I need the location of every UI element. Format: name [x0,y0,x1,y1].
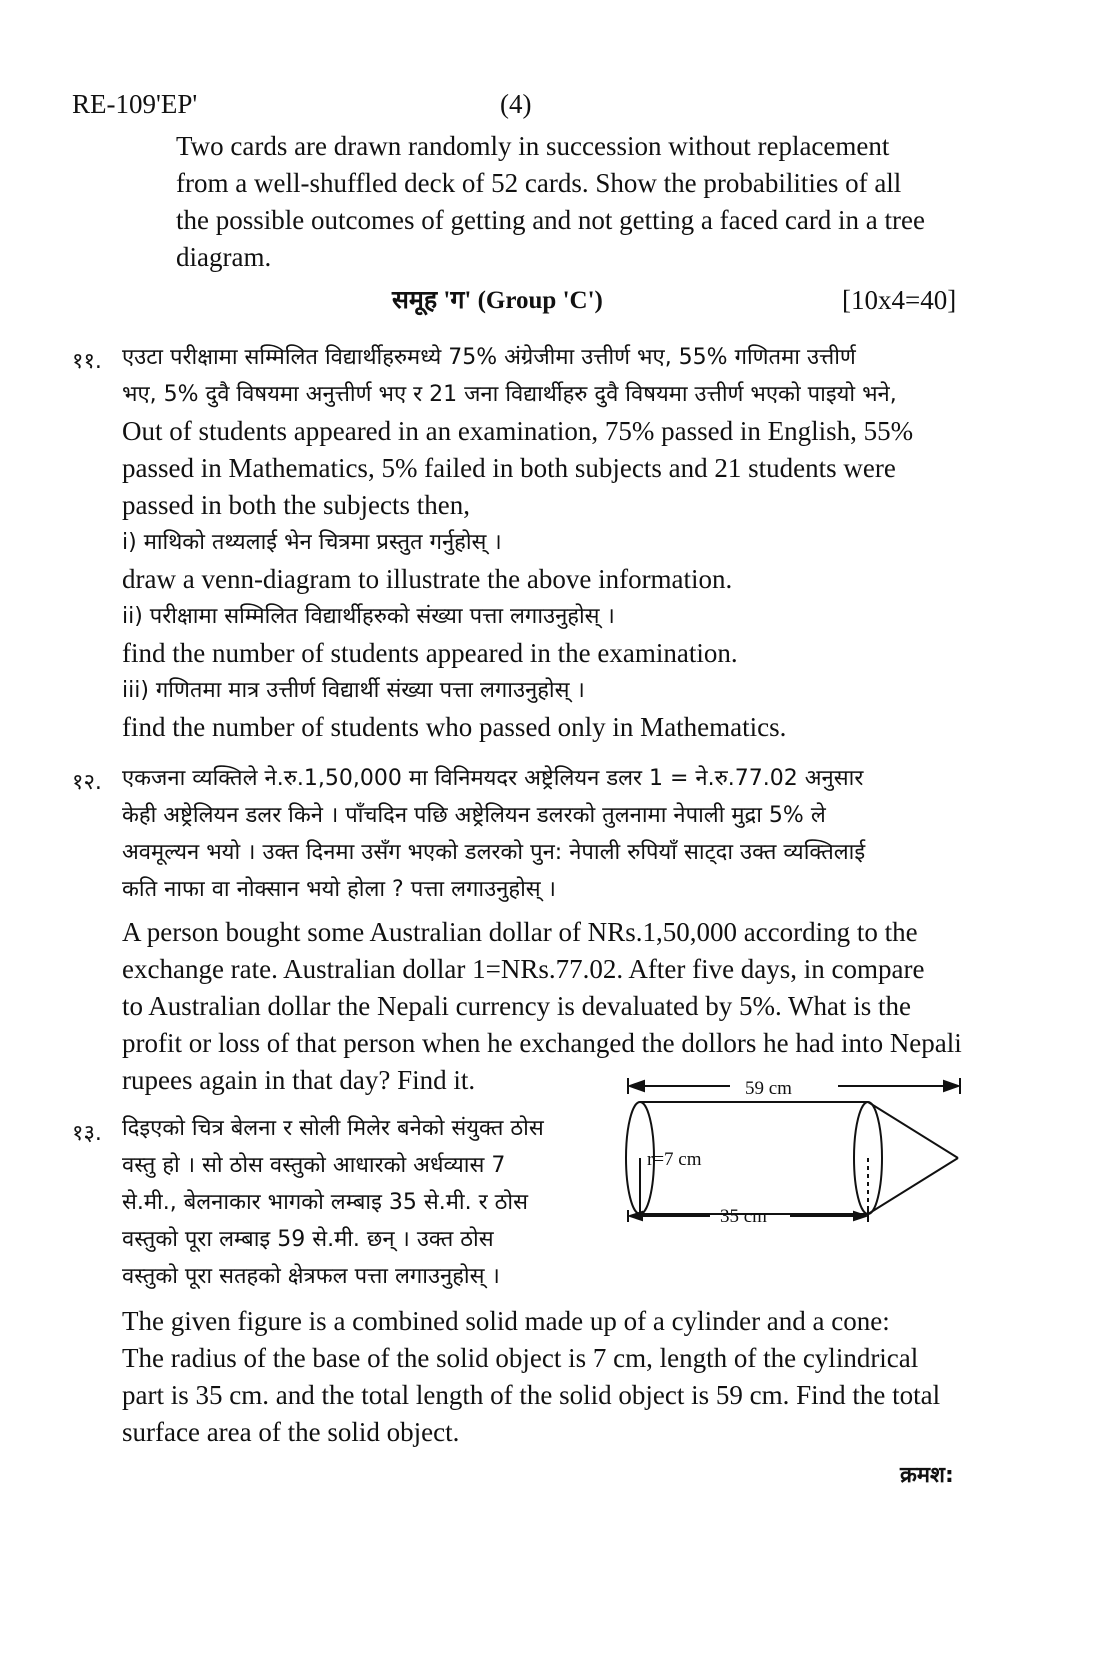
intro-line: Two cards are drawn randomly in succession without replacement [176,131,890,161]
q13-nepali-line: वस्तुको पूरा लम्बाइ 59 से.मी. छन् । उक्त ठोस [122,1227,494,1252]
arrow-head-right [944,1081,958,1091]
intro-question [176,128,925,276]
q12-english-line: to Australian dollar the Nepali currency is devaluated by 5%. What is the [122,991,912,1021]
q13-nepali-line: से.मी., बेलनाकार भागको लम्बाइ 35 से.मी. र ठोस [122,1190,528,1215]
q13-nepali-body [122,1110,544,1295]
q12-number: १२. [72,770,102,795]
q11-english-line: passed in Mathematics, 5% failed in both subjects and 21 students were [122,453,896,483]
q12-english-line: A person bought some Australian dollar of NRs.1,50,000 according to the [122,917,918,947]
page-number: (4) [500,89,532,119]
cylinder-length-label: 35 cm [720,1206,767,1227]
q11-part-nepali: iii) गणितमा मात्र उत्तीर्ण विद्यार्थी संख्या पत्ता लगाउनुहोस् । [122,678,585,703]
q11-part-nepali: ii) परीक्षामा सम्मिलित विद्यार्थीहरुको संख्या पत्ता लगाउनुहोस् । [122,604,615,629]
q12-nepali-line: कति नाफा वा नोक्सान भयो होला ? पत्ता लगाउनुहोस् । [122,877,556,902]
intro-line: diagram. [176,242,272,272]
q11-nepali-line: भए, 5% दुवै विषयमा अनुत्तीर्ण भए र 21 जना विद्यार्थीहरु दुवै विषयमा उत्तीर्ण भएको पाइयो भने, [122,382,897,407]
q13-english-body [122,1303,940,1451]
q12-english-line: rupees again in that day? Find it. [122,1065,476,1095]
q11-body [122,339,913,746]
arrow-head-left [630,1081,644,1091]
q13-english-line: surface area of the solid object. [122,1417,460,1447]
q12-body [122,760,962,1099]
q11-part-english: find the number of students who passed only in Mathematics. [122,712,787,742]
q12-english-line: exchange rate. Australian dollar 1=NRs.77.02. After five days, in compare [122,954,925,984]
radius-label: r=7 cm [647,1149,702,1170]
total-length-label: 59 cm [745,1078,792,1099]
group-marks: [10x4=40] [842,285,957,315]
q13-english-line: The radius of the base of the solid object is 7 cm, length of the cylindrical [122,1343,919,1373]
q12-english-line: profit or loss of that person when he exchanged the dollors he had into Nepali [122,1028,962,1058]
q13-nepali-line: वस्तु हो । सो ठोस वस्तुको आधारको अर्धव्यास 7 [122,1153,506,1178]
q11-nepali-line: एउटा परीक्षामा सम्मिलित विद्यार्थीहरुमध्ये 75% अंग्रेजीमा उत्तीर्ण भए, 55% गणितमा उत्तीर्ण [122,345,856,370]
q13-number: १३. [72,1121,102,1146]
q11-english-line: passed in both the subjects then, [122,490,470,520]
q11-part-english: find the number of students appeared in the examination. [122,638,738,668]
q13-english-line: The given figure is a combined solid made up of a cylinder and a cone: [122,1306,890,1336]
q11-english-line: Out of students appeared in an examination, 75% passed in English, 55% [122,416,914,446]
q12-nepali-line: केही अष्ट्रेलियन डलर किने । पाँचदिन पछि अष्ट्रेलियन डलरको तुलनामा नेपाली मुद्रा 5% ले [122,803,826,828]
continued-label: क्रमश: [900,1463,954,1488]
q13-nepali-line: दिइएको चित्र बेलना र सोली मिलेर बनेको संयुक्त ठोस [122,1116,544,1141]
q12-nepali-line: एकजना व्यक्तिले ने.रु.1,50,000 मा विनिमयदर अष्ट्रेलियन डलर 1 = ने.रु.77.02 अनुसार [122,766,864,791]
q11-number: ११. [72,349,102,374]
cyl-arrow-head-left [630,1212,642,1220]
q13-nepali-line: वस्तुको पूरा सतहको क्षेत्रफल पत्ता लगाउनुहोस् । [122,1264,500,1289]
intro-line: the possible outcomes of getting and not getting a faced card in a tree [176,205,925,235]
cylinder-cone-figure [610,1070,970,1230]
q11-part-english: draw a venn-diagram to illustrate the above information. [122,564,733,594]
paper-code: RE-109'EP' [72,89,198,119]
q13-english-line: part is 35 cm. and the total length of the solid object is 59 cm. Find the total [122,1380,941,1410]
group-title: समूह 'ग' (Group 'C') [392,287,603,314]
q12-nepali-line: अवमूल्यन भयो । उक्त दिनमा उसँग भएको डलरको पुन: नेपाली रुपियाँ साट्दा उक्त व्यक्तिलाई [122,840,866,865]
intro-line: from a well-shuffled deck of 52 cards. Show the probabilities of all [176,168,902,198]
q11-part-nepali: i) माथिको तथ्यलाई भेन चित्रमा प्रस्तुत गर्नुहोस् । [122,530,502,555]
